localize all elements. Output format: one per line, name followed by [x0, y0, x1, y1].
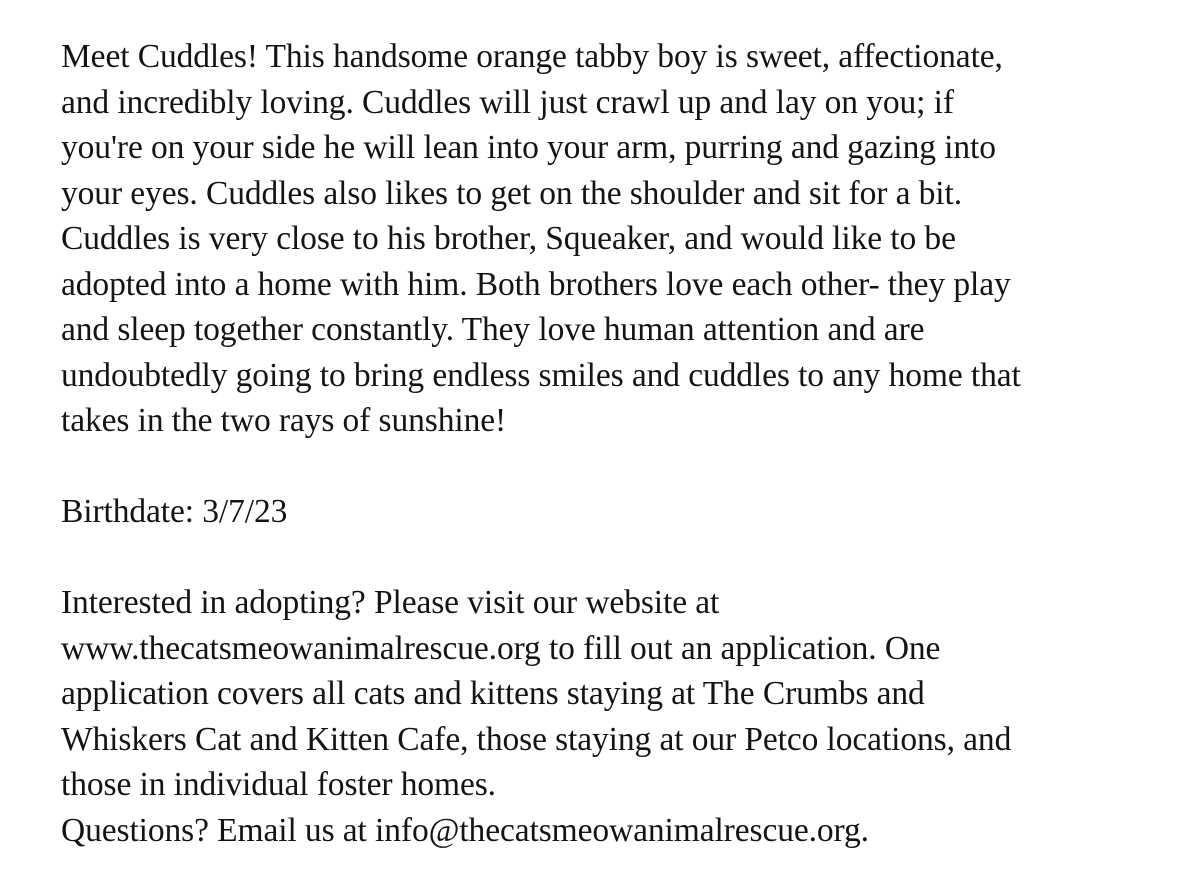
- paragraph-spacer: [61, 535, 1181, 581]
- bio-line: you're on your side he will lean into your arm, purring and gazing into: [61, 129, 996, 166]
- bio-line: Meet Cuddles! This handsome orange tabby boy is sweet, affectionate,: [61, 38, 1003, 75]
- bio-line: your eyes. Cuddles also likes to get on the shoulder and sit for a bit.: [61, 174, 962, 212]
- adoption-profile-text: [61, 34, 1181, 853]
- bio-line: undoubtedly going to bring endless smiles and cuddles to any home that: [61, 356, 1021, 394]
- adoption-line: Interested in adopting? Please visit our website at: [61, 584, 720, 621]
- adoption-line: those in individual foster homes.: [61, 766, 496, 803]
- adoption-line: Whiskers Cat and Kitten Cafe, those staying at our Petco locations, and: [61, 720, 1012, 758]
- bio-line: adopted into a home with him. Both brothers love each other- they play: [61, 265, 1011, 303]
- bio-line: Cuddles is very close to his brother, Squeaker, and would like to be: [61, 220, 956, 257]
- questions-contact-text: Questions? Email us at info@thecatsmeowanimalrescue.org.: [61, 811, 869, 849]
- adoption-line: www.thecatsmeowanimalrescue.org to fill out an application. One: [61, 629, 941, 667]
- adoption-line: application covers all cats and kittens staying at The Crumbs and: [61, 675, 925, 712]
- adoption-paragraph: [61, 580, 1181, 808]
- bio-line: and incredibly loving. Cuddles will just crawl up and lay on you; if: [61, 83, 954, 121]
- bio-line: takes in the two rays of sunshine!: [61, 402, 507, 439]
- bio-line: and sleep together constantly. They love human attention and are: [61, 311, 925, 348]
- bio-paragraph: [61, 34, 1181, 444]
- paragraph-spacer: [61, 444, 1181, 490]
- birthdate-text: Birthdate: 3/7/23: [61, 493, 288, 530]
